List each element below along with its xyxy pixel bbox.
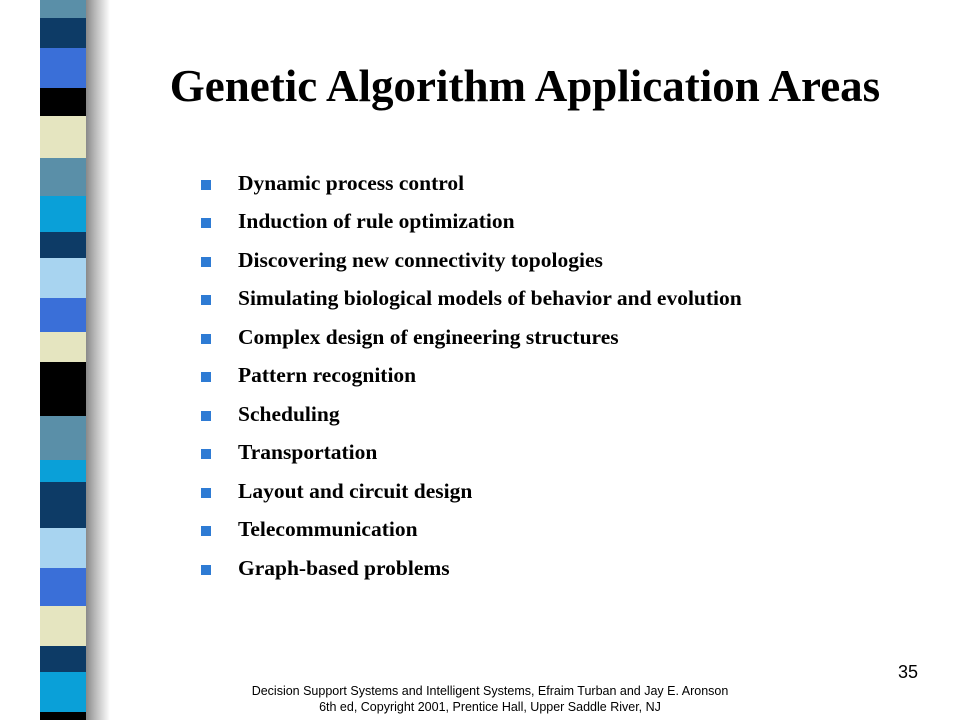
square-bullet-icon bbox=[201, 565, 211, 575]
stripe-block bbox=[40, 362, 86, 416]
square-bullet-icon bbox=[201, 218, 211, 228]
square-bullet-icon bbox=[201, 372, 211, 382]
stripe-block bbox=[40, 88, 86, 116]
footer-citation bbox=[190, 683, 790, 715]
list-item: Transportation bbox=[201, 434, 742, 473]
stripe-block bbox=[40, 258, 86, 298]
footer-line: 6th ed, Copyright 2001, Prentice Hall, Upper Saddle River, NJ bbox=[319, 700, 661, 714]
list-item: Layout and circuit design bbox=[201, 472, 742, 511]
stripe-block bbox=[40, 48, 86, 88]
stripe-block bbox=[40, 712, 86, 720]
stripe-block bbox=[40, 460, 86, 482]
square-bullet-icon bbox=[201, 488, 211, 498]
bullet-list bbox=[201, 164, 742, 588]
list-item: Induction of rule optimization bbox=[201, 203, 742, 242]
stripe-block bbox=[40, 18, 86, 48]
slide-title: Genetic Algorithm Application Areas bbox=[169, 61, 881, 111]
stripe-block bbox=[40, 298, 86, 332]
stripe-block bbox=[40, 568, 86, 606]
list-item: Scheduling bbox=[201, 395, 742, 434]
stripe-block bbox=[40, 416, 86, 460]
list-item: Telecommunication bbox=[201, 511, 742, 550]
list-item: Graph-based problems bbox=[201, 549, 742, 588]
stripe-block bbox=[40, 606, 86, 646]
square-bullet-icon bbox=[201, 257, 211, 267]
list-item: Complex design of engineering structures bbox=[201, 318, 742, 357]
list-item: Discovering new connectivity topologies bbox=[201, 241, 742, 280]
list-item: Simulating biological models of behavior and evolution bbox=[201, 280, 742, 319]
stripe-block bbox=[40, 332, 86, 362]
square-bullet-icon bbox=[201, 411, 211, 421]
stripe-block bbox=[40, 158, 86, 196]
stripe-block bbox=[40, 196, 86, 232]
stripe-block bbox=[40, 672, 86, 712]
stripe-block bbox=[40, 0, 86, 18]
square-bullet-icon bbox=[201, 449, 211, 459]
decorative-stripe bbox=[0, 0, 110, 720]
stripe-block bbox=[40, 482, 86, 528]
stripe-block bbox=[40, 116, 86, 158]
square-bullet-icon bbox=[201, 295, 211, 305]
stripe-block bbox=[40, 232, 86, 258]
stripe-block bbox=[40, 528, 86, 568]
list-item: Dynamic process control bbox=[201, 164, 742, 203]
square-bullet-icon bbox=[201, 334, 211, 344]
square-bullet-icon bbox=[201, 526, 211, 536]
stripe-block bbox=[40, 646, 86, 672]
square-bullet-icon bbox=[201, 180, 211, 190]
list-item: Pattern recognition bbox=[201, 357, 742, 396]
page-number: 35 bbox=[898, 662, 919, 682]
footer-line: Decision Support Systems and Intelligent Systems, Efraim Turban and Jay E. Aronson bbox=[251, 684, 729, 698]
